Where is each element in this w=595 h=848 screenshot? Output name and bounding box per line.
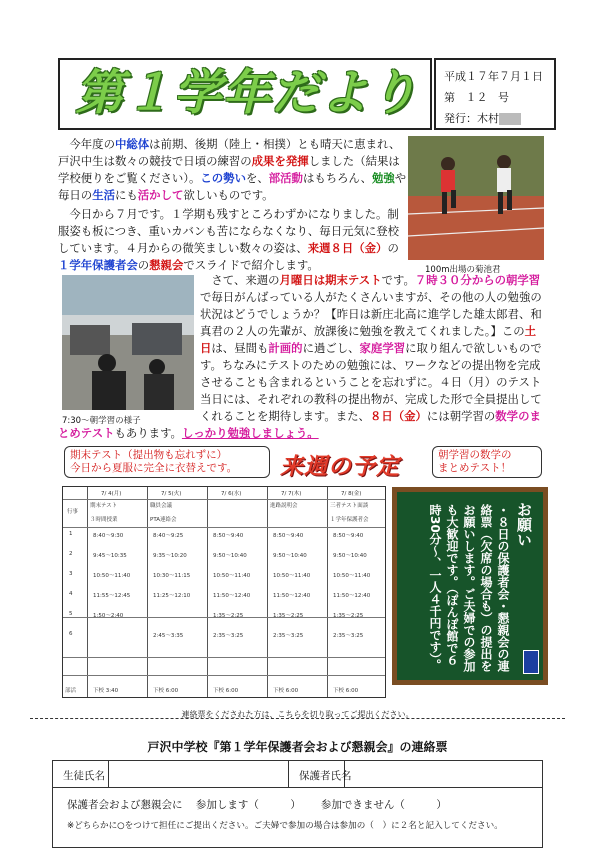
board-title: お願い <box>515 502 533 547</box>
issue-unit: 号 <box>498 91 509 104</box>
schedule-time: 9:50～10:40 <box>333 553 367 559</box>
schedule-club: 下校 6:00 <box>273 688 299 694</box>
article-paragraph-2 <box>58 206 408 274</box>
schedule-event: 職員会議 <box>150 503 173 509</box>
schedule-event: 三者テスト面談 <box>330 503 369 509</box>
schedule-day-header: 7/ 6(水) <box>221 491 242 497</box>
exam-callout-line-1: 期末テスト（提出物も忘れずに） <box>70 449 228 461</box>
study-photo-caption: 7:30～朝学習の様子 <box>62 416 141 426</box>
schedule-row-label: 行事 <box>67 509 79 515</box>
form-note: ※どちらかに○をつけて担任にご提出ください。ご夫婦で参加の場合は参加の（ ）に２名と記入してください。 <box>67 821 503 831</box>
schedule-row-label: 5 <box>69 611 73 617</box>
p1-run: この勢い <box>200 171 246 185</box>
schedule-time: 11:50～12:40 <box>273 593 311 599</box>
request-chalkboard <box>392 487 548 685</box>
schedule-time: 1:50～2:40 <box>93 613 124 619</box>
board-eraser-icon <box>523 650 539 674</box>
schedule-day-header: 7/ 8(金) <box>341 491 362 497</box>
p1-run: 今年度の <box>69 137 115 151</box>
p3-run: 月曜日は期末テスト <box>279 273 382 287</box>
student-name-field[interactable] <box>117 764 283 784</box>
p2-run: 今日から７月です。１学期も残すところわずかになりました。制服姿も板につき、重いカバンも苦にならなくなり、毎日元気に登校しています。４月からの微笑ましい数々の姿は、 <box>58 207 400 255</box>
p3-run: ７時３０分からの朝学習 <box>414 273 541 287</box>
issue-number: １２ <box>465 91 488 104</box>
issue-info-box <box>434 58 556 130</box>
schedule-time: 8:40～9:30 <box>93 533 124 539</box>
schedule-time: 1:35～2:25 <box>213 613 244 619</box>
p1-run: は前期、後期（陸上・相撲）とも晴天に恵まれ、戸沢中生は数々の競技で日頃の練習の <box>58 137 401 168</box>
schedule-time: 8:40～9:25 <box>153 533 184 539</box>
attendance-line <box>67 797 447 812</box>
p1-run: しました（結果は学校便りをご覧ください）。 <box>58 154 400 185</box>
schedule-note: ３時間授業 <box>90 517 118 523</box>
schedule-time: 11:55～12:45 <box>93 593 131 599</box>
schedule-day-header: 7/ 5(火) <box>161 491 182 497</box>
redacted-name <box>499 113 521 125</box>
schedule-time: 9:45～10:35 <box>93 553 127 559</box>
schedule-row-label: 1 <box>69 531 73 537</box>
exam-callout-line-2: 今日から夏服に完全に衣替えです。 <box>70 462 238 474</box>
schedule-time: 9:50～10:40 <box>213 553 247 559</box>
p1-run: 活かして <box>137 188 184 202</box>
p1-run: 勉強 <box>371 171 395 185</box>
p3-run: で毎日がんばっている人がたくさんいますが、その他の人の勉強の状況はどうでしょうか？【昨日は新庄北高に進学した雄太郎君、和真君の２人の先輩が、放課後に勉強を教えてくれました。】この <box>200 290 542 338</box>
publisher-label: 発行：木村 <box>444 112 499 125</box>
p1-run: 生活 <box>92 188 115 202</box>
schedule-row-label: 6 <box>69 631 73 637</box>
p3-run: さて、来週の <box>211 273 280 287</box>
schedule-time: 2:35～3:25 <box>213 633 244 639</box>
schedule-row-label: 部活 <box>65 688 77 694</box>
p3-run: しっかり勉強しましょう。 <box>181 426 319 440</box>
math-test-callout-line-1: 朝学習の数学の <box>438 449 512 461</box>
schedule-club: 下校 6:00 <box>213 688 239 694</box>
form-title: 戸沢中学校『第１学年保護者会および懇親会』の連絡票 <box>147 740 448 754</box>
math-test-callout <box>432 446 542 478</box>
guardian-name-label: 保護者氏名 <box>299 770 352 782</box>
exam-callout <box>64 446 270 478</box>
masthead-title: 第１学年だより <box>75 65 419 121</box>
p1-run: 成果を発揮 <box>251 154 309 168</box>
schedule-event: 期末テスト <box>90 503 118 509</box>
issue-number-line <box>444 89 509 105</box>
absent-option[interactable]: 参加できません（ ） <box>320 799 447 811</box>
issue-label: 第 <box>444 91 455 104</box>
schedule-club: 下校 6:00 <box>153 688 179 694</box>
schedule-note: １学年保護者会 <box>330 517 369 523</box>
schedule-time: 8:50～9:40 <box>333 533 364 539</box>
publisher-line <box>444 110 521 126</box>
p2-run: でスライドで紹介します。 <box>183 258 319 272</box>
schedule-time: 2:35～3:25 <box>333 633 364 639</box>
schedule-time: 2:45～3:35 <box>153 633 184 639</box>
p3-run: に取り組んで欲しいものです。ちなみにテストのための勉強には、ワークなどの提出物を完成させることも含まれるということを忘れずに。４日（月）のテスト当日には、それぞれの教科の提出物が、完成した形で全員提出してくれることを期待します。また、 <box>200 341 542 423</box>
p2-run: の <box>137 258 150 272</box>
student-name-label: 生徒氏名 <box>63 770 105 782</box>
p1-run: にも <box>114 188 138 202</box>
cut-line <box>30 718 565 719</box>
schedule-time: 8:50～9:40 <box>273 533 304 539</box>
p1-run: を、 <box>245 171 269 185</box>
article-paragraph-3 <box>58 272 546 442</box>
p1-run: 部活動 <box>268 171 303 185</box>
schedule-club: 下校 6:00 <box>333 688 359 694</box>
p3-run: 土日 <box>200 324 537 355</box>
schedule-event: 進路説明会 <box>270 503 298 509</box>
p2-run: の <box>387 241 399 255</box>
schedule-time: 10:50～11:40 <box>333 573 371 579</box>
schedule-row-label: 3 <box>69 571 73 577</box>
weekly-schedule-table <box>62 486 386 698</box>
issue-date: 平成１７年７月１日 <box>444 70 543 83</box>
schedule-time: 10:50～11:40 <box>213 573 251 579</box>
p2-run: 懇親会 <box>149 258 184 272</box>
schedule-time: 2:35～3:25 <box>273 633 304 639</box>
schedule-row-label: 2 <box>69 551 73 557</box>
schedule-time: 10:50～11:40 <box>93 573 131 579</box>
schedule-day-header: 7/ 7(木) <box>281 491 302 497</box>
p3-run: 数学のまとめテスト <box>58 409 541 440</box>
p3-run: には朝学習の <box>426 409 496 423</box>
schedule-time: 1:35～2:25 <box>273 613 304 619</box>
schedule-club: 下校 3:40 <box>93 688 119 694</box>
board-text: ・８日の保護者会・懇親会の連絡票（欠席の場合も）の提出をお願いします。ご夫婦での参加も大歓迎です。（ぽんぽ館で６時30分～、一人４千円です）。 <box>428 504 510 672</box>
schedule-time: 8:50～9:40 <box>213 533 244 539</box>
p3-run: 家庭学習 <box>359 341 406 355</box>
schedule-time: 1:35～2:25 <box>333 613 364 619</box>
p1-run: はもちろん、 <box>302 171 372 185</box>
schedule-time: 10:50～11:40 <box>273 573 311 579</box>
p3-run: は、昼間も <box>211 341 269 355</box>
schedule-time: 9:35～10:20 <box>153 553 187 559</box>
schedule-time: 11:25～12:10 <box>153 593 191 599</box>
guardian-name-field[interactable] <box>353 764 535 784</box>
schedule-time: 10:30～11:15 <box>153 573 191 579</box>
schedule-day-header: 7/ 4(月) <box>101 491 122 497</box>
schedule-time: 11:50～12:40 <box>333 593 371 599</box>
schedule-note: PTA連絡会 <box>150 517 177 523</box>
article-paragraph-1 <box>58 136 408 204</box>
event-label: 保護者会および懇親会に <box>67 799 183 811</box>
p1-run: 中総体 <box>114 137 150 151</box>
p2-run: １学年保護者会 <box>58 258 138 272</box>
p3-run: 計画的 <box>268 341 303 355</box>
p1-run: 欲しいものです。 <box>183 188 274 202</box>
cut-instruction: 連絡票をくだされた方は、こちらを切り取ってご提出ください。 <box>181 710 414 719</box>
race-photo <box>408 136 544 260</box>
p2-run: 来週８日（金） <box>307 241 388 255</box>
schedule-time: 11:50～12:40 <box>213 593 251 599</box>
p1-run: や毎日の <box>58 171 407 202</box>
p3-run: に過ごし、 <box>302 341 360 355</box>
math-test-callout-line-2: まとめテスト！ <box>438 462 512 474</box>
p3-run: もあります。 <box>114 426 182 440</box>
reply-form <box>52 760 543 848</box>
p3-run: です。 <box>381 273 415 287</box>
p3-run: ８日（金） <box>369 409 427 423</box>
race-photo-caption: 100m出場の菊池君 <box>425 265 501 275</box>
schedule-time: 9:50～10:40 <box>273 553 307 559</box>
attend-option[interactable]: 参加します（ ） <box>195 799 301 811</box>
schedule-heading: 来週の予定 <box>280 454 400 480</box>
schedule-row-label: 4 <box>69 591 73 597</box>
